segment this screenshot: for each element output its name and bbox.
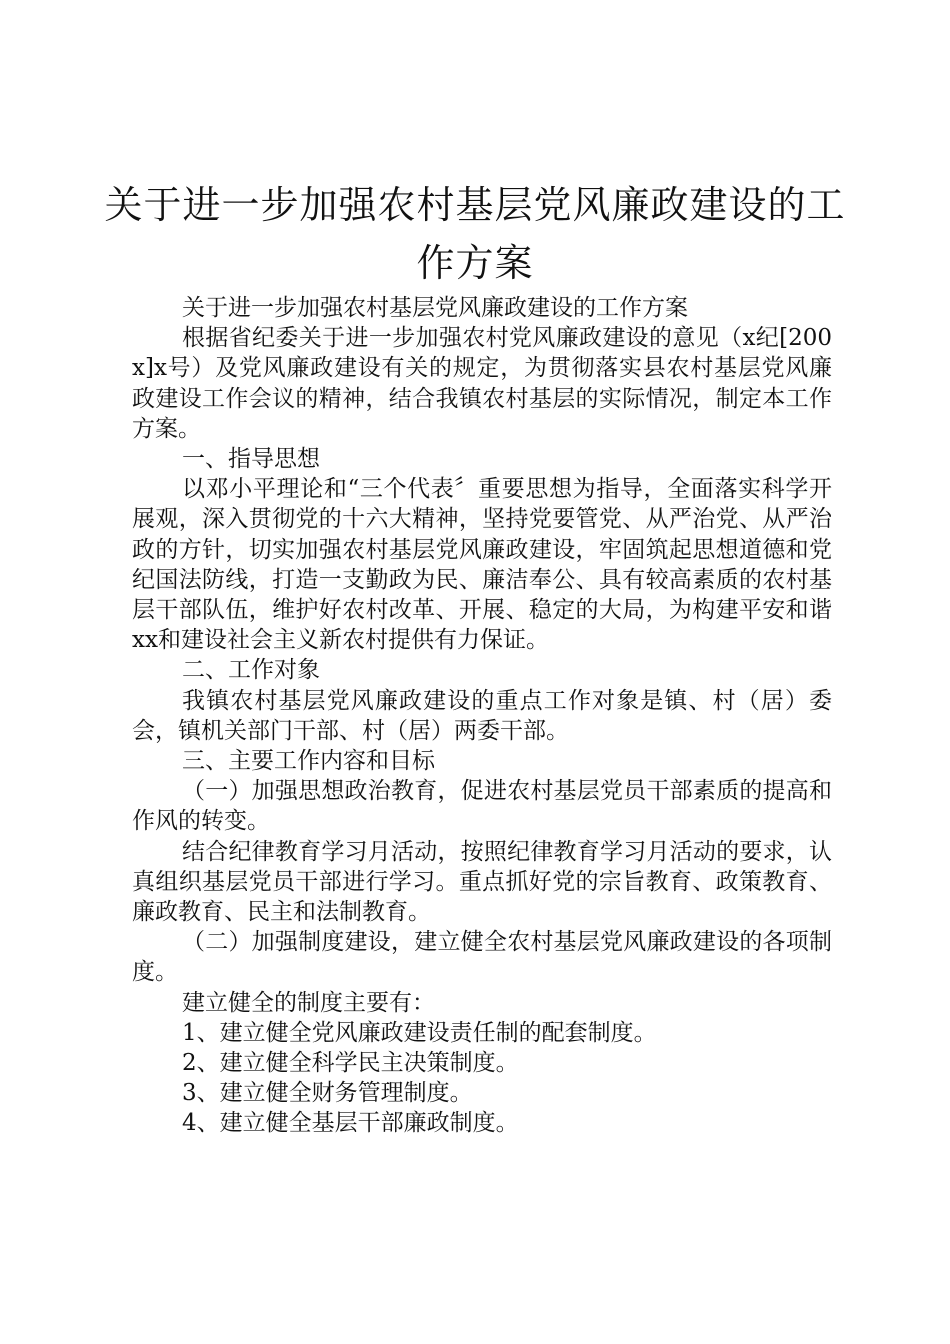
- paragraph-intro: 根据省纪委关于进一步加强农村党风廉政建设的意见（x纪[200x]x号）及党风廉政建设有关的规定，为贯彻落实县农村基层党风廉政建设工作会议的精神，结合我镇农村基层的实际情况，制定本工作方案。: [132, 325, 832, 442]
- paragraph-subsection-1: 结合纪律教育学习月活动，按照纪律教育学习月活动的要求，认真组织基层党员干部进行学习。重点抓好党的宗旨教育、政策教育、廉政教育、民主和法制教育。: [132, 838, 832, 926]
- section-heading-main-content: 三、主要工作内容和目标: [182, 748, 435, 775]
- section-heading-guiding-ideology: 一、指导思想: [182, 446, 320, 473]
- document-title-line-1: 关于进一步加强农村基层党风廉政建设的工: [104, 183, 846, 227]
- list-item: 3、建立健全财务管理制度。: [182, 1080, 473, 1107]
- paragraph-subtitle: 关于进一步加强农村基层党风廉政建设的工作方案: [182, 295, 688, 321]
- paragraph-work-targets: 我镇农村基层党风廉政建设的重点工作对象是镇、村（居）委会，镇机关部门干部、村（居）两委干部。: [132, 687, 832, 744]
- document-body: [132, 293, 832, 1139]
- paragraph-guiding-ideology: 以邓小平理论和“三个代表〞重要思想为指导，全面落实科学开展观，深入贯彻党的十六大精神，坚持党要管党、从严治党、从严治政的方针，切实加强农村基层党风廉政建设，牢固筑起思想道德和党纪国法防线，打造一支勤政为民、廉洁奉公、具有较高素质的农村基层干部队伍，维护好农村改革、开展、稳定的大局，为构建平安和谐xx和建设社会主义新农村提供有力保证。: [132, 476, 832, 654]
- section-heading-work-targets: 二、工作对象: [182, 657, 320, 684]
- document-title-line-2: 作方案: [416, 241, 534, 285]
- list-item: 2、建立健全科学民主决策制度。: [182, 1050, 519, 1077]
- subsection-heading-1: （一）加强思想政治教育，促进农村基层党员干部素质的提高和作风的转变。: [132, 778, 832, 835]
- subsection-heading-2: （二）加强制度建设，建立健全农村基层党风廉政建设的各项制度。: [132, 929, 832, 986]
- list-item: 1、建立健全党风廉政建设责任制的配套制度。: [182, 1019, 657, 1046]
- paragraph-systems-intro: 建立健全的制度主要有：: [182, 989, 435, 1016]
- list-item: 4、建立健全基层干部廉政制度。: [182, 1110, 519, 1137]
